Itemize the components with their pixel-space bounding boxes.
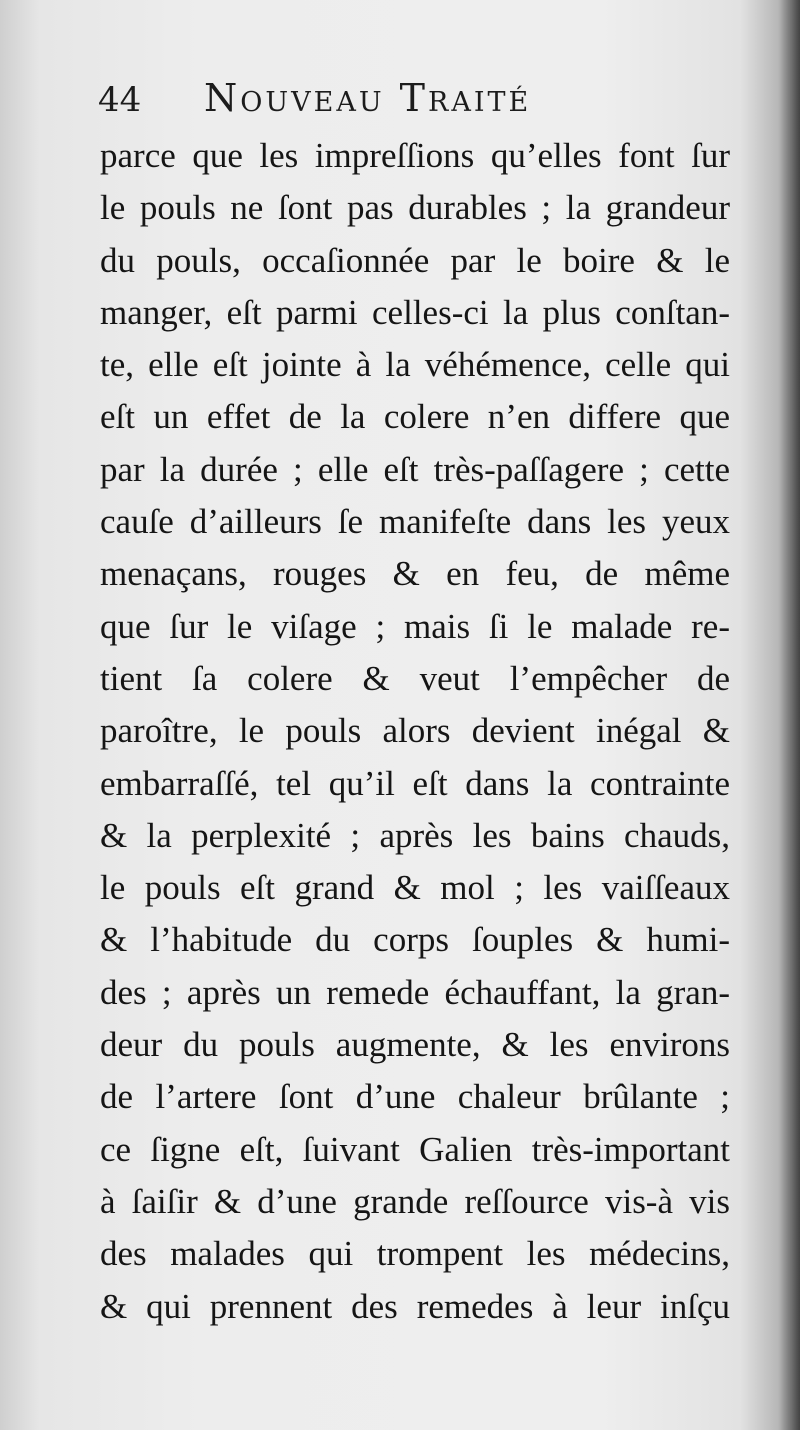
text-line: & l’habitude du corps ſouples & humi-	[100, 920, 730, 960]
body-text	[100, 130, 730, 1333]
text-line: le pouls ne ſont pas durables ; la grandeur	[100, 188, 730, 228]
text-line: manger, eſt parmi celles-ci la plus conſtan-	[100, 292, 730, 332]
text-line: de l’artere ſont d’une chaleur brûlante ;	[100, 1077, 730, 1117]
text-line: par la durée ; elle eſt très-paſſagere ; cette	[100, 449, 730, 489]
text-line: embarraſſé, tel qu’il eſt dans la contrainte	[100, 763, 730, 803]
text-line: ce ſigne eſt, ſuivant Galien très-important	[100, 1129, 730, 1169]
text-line: cauſe d’ailleurs ſe manifeſte dans les yeux	[100, 502, 730, 542]
text-line: & qui prennent des remedes à leur inſçu	[100, 1286, 730, 1326]
page-number: 44	[98, 80, 142, 120]
text-line: eſt un effet de la colere n’en differe que	[100, 397, 730, 437]
text-line: des ; après un remede échauffant, la gran-	[100, 972, 730, 1012]
text-line: à ſaiſir & d’une grande reſſource vis-à vis	[100, 1181, 730, 1221]
text-line: paroître, le pouls alors devient inégal &	[100, 711, 730, 751]
running-title: Nouveau Traité	[204, 76, 532, 120]
text-line: & la perplexité ; après les bains chauds,	[100, 815, 730, 855]
text-line: menaçans, rouges & en feu, de même	[100, 554, 730, 594]
text-line: te, elle eſt jointe à la véhémence, celle qui	[100, 345, 730, 385]
text-line: tient ſa colere & veut l’empêcher de	[100, 658, 730, 698]
text-line: que ſur le viſage ; mais ſi le malade re-	[100, 606, 730, 646]
page-header	[98, 72, 718, 132]
text-line: parce que les impreſſions qu’elles font ſur	[100, 136, 730, 175]
text-line: deur du pouls augmente, & les environs	[100, 1025, 730, 1065]
text-line: le pouls eſt grand & mol ; les vaiſſeaux	[100, 868, 730, 908]
text-line: des malades qui trompent les médecins,	[100, 1234, 730, 1274]
text-line: du pouls, occaſionnée par le boire & le	[100, 240, 730, 280]
